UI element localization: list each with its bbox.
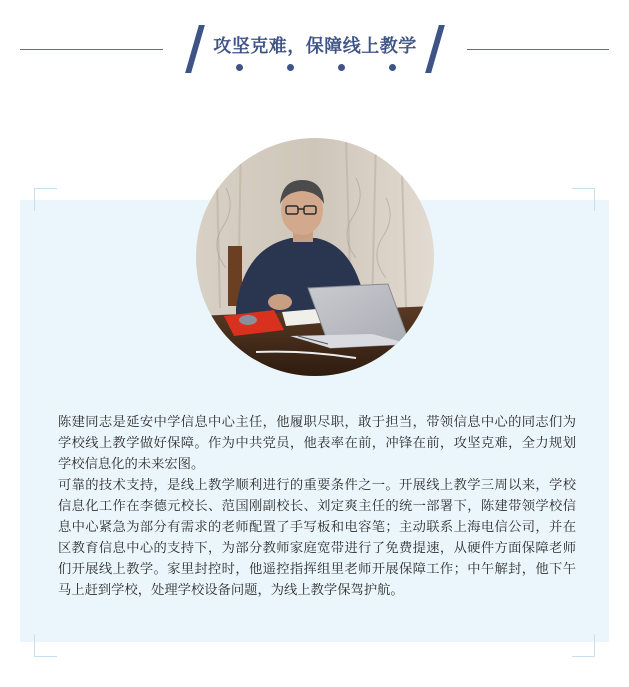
article-paragraph: 可靠的技术支持，是线上教学顺利进行的重要条件之一。开展线上教学三周以来，学校信息化工作在李德元校长、范国刚副校长、刘定爽主任的统一部署下，陈建带领学校信息中心紧急为部分有需求的老师配置了手写板和电容笔；主动联系上海电信公司，并在区教育信息中心的支持下，为部分教师家庭宽带进行了免费提速，从硬件方面保障老师们开展线上教学。家里封控时，他遥控指挥组里老师开展保障工作；中午解封，他下午马上赶到学校，处理学校设备问题，为线上教学保驾护航。: [58, 478, 576, 598]
header-right-rule: [467, 49, 609, 50]
header-left-slash: [185, 25, 205, 73]
header-left-rule: [20, 49, 163, 50]
panel-corner-top-left: [34, 188, 57, 211]
article-body: [58, 412, 576, 601]
header-dot: [338, 64, 345, 71]
header-dot: [236, 64, 243, 71]
panel-corner-bottom-right: [572, 634, 595, 657]
header-dots: [232, 64, 402, 74]
portrait-photo: [196, 138, 434, 376]
panel-corner-bottom-left: [34, 634, 57, 657]
section-title: 攻坚克难，保障线上教学: [213, 36, 417, 57]
article-paragraph: 陈建同志是延安中学信息中心主任，他履职尽职，敢于担当，带领信息中心的同志们为学校线上教学做好保障。作为中共党员，他表率在前，冲锋在前，攻坚克难，全力规划学校信息化的未来宏图。: [58, 415, 576, 472]
header-right-slash: [425, 25, 445, 73]
header-dot: [287, 64, 294, 71]
panel-corner-top-right: [572, 188, 595, 211]
section-header: [0, 0, 629, 90]
header-dot: [389, 64, 396, 71]
